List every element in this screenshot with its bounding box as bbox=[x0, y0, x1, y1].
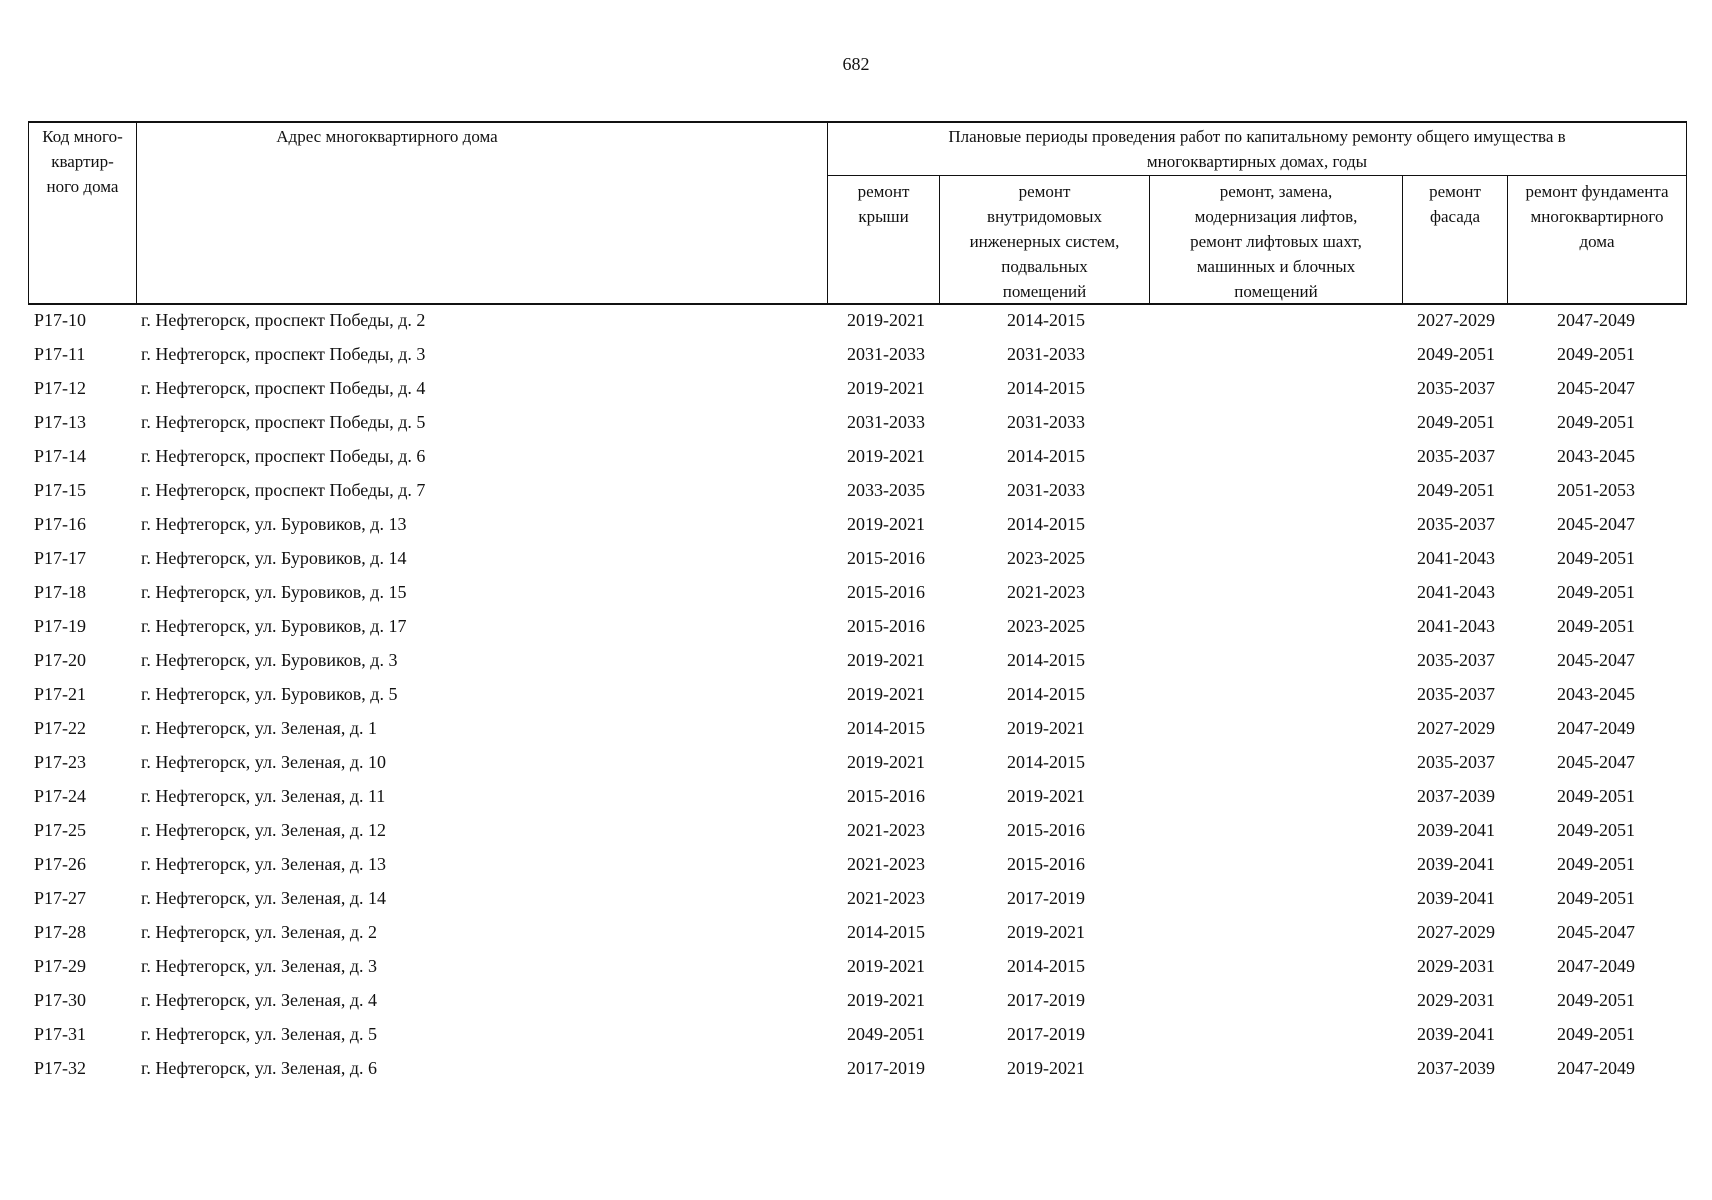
cell-code: P17-29 bbox=[34, 956, 87, 976]
cell-address: г. Нефтегорск, ул. Зеленая, д. 5 bbox=[141, 1024, 377, 1044]
cell-engineering: 2015-2016 bbox=[1007, 820, 1085, 840]
cell-foundation: 2045-2047 bbox=[1557, 650, 1635, 670]
cell-code: P17-24 bbox=[34, 786, 87, 806]
cell-facade: 2049-2051 bbox=[1417, 412, 1495, 432]
cell-roof: 2021-2023 bbox=[847, 854, 925, 874]
cell-facade: 2037-2039 bbox=[1417, 1058, 1495, 1078]
cell-foundation: 2047-2049 bbox=[1557, 956, 1635, 976]
cell-address: г. Нефтегорск, ул. Буровиков, д. 3 bbox=[141, 650, 398, 670]
cell-engineering: 2014-2015 bbox=[1007, 684, 1085, 704]
cell-facade: 2035-2037 bbox=[1417, 446, 1495, 466]
table-row bbox=[0, 407, 1712, 441]
cell-foundation: 2043-2045 bbox=[1557, 446, 1635, 466]
cell-roof: 2049-2051 bbox=[847, 1024, 925, 1044]
cell-engineering: 2017-2019 bbox=[1007, 1024, 1085, 1044]
cell-facade: 2035-2037 bbox=[1417, 378, 1495, 398]
cell-facade: 2039-2041 bbox=[1417, 854, 1495, 874]
cell-code: P17-17 bbox=[34, 548, 87, 568]
cell-roof: 2019-2021 bbox=[847, 378, 925, 398]
cell-roof: 2017-2019 bbox=[847, 1058, 925, 1078]
table-row bbox=[0, 475, 1712, 509]
cell-code: P17-16 bbox=[34, 514, 87, 534]
cell-engineering: 2031-2033 bbox=[1007, 412, 1085, 432]
cell-address: г. Нефтегорск, ул. Зеленая, д. 13 bbox=[141, 854, 386, 874]
cell-address: г. Нефтегорск, ул. Буровиков, д. 5 bbox=[141, 684, 398, 704]
header-foundation: ремонт фундамента многоквартирного дома bbox=[1525, 182, 1669, 251]
cell-code: P17-18 bbox=[34, 582, 87, 602]
cell-code: P17-10 bbox=[34, 310, 87, 330]
cell-roof: 2019-2021 bbox=[847, 514, 925, 534]
cell-code: P17-25 bbox=[34, 820, 87, 840]
cell-engineering: 2019-2021 bbox=[1007, 1058, 1085, 1078]
table-row bbox=[0, 985, 1712, 1019]
cell-engineering: 2014-2015 bbox=[1007, 378, 1085, 398]
cell-address: г. Нефтегорск, ул. Зеленая, д. 4 bbox=[141, 990, 377, 1010]
table-row bbox=[0, 305, 1712, 339]
table-row bbox=[0, 747, 1712, 781]
header-border-right bbox=[1686, 121, 1687, 305]
cell-address: г. Нефтегорск, ул. Буровиков, д. 17 bbox=[141, 616, 407, 636]
cell-facade: 2035-2037 bbox=[1417, 684, 1495, 704]
cell-engineering: 2019-2021 bbox=[1007, 786, 1085, 806]
page-number: 682 bbox=[842, 54, 870, 74]
header-roof: ремонт крыши bbox=[857, 182, 910, 226]
cell-foundation: 2049-2051 bbox=[1557, 616, 1635, 636]
cell-code: P17-32 bbox=[34, 1058, 87, 1078]
cell-roof: 2015-2016 bbox=[847, 616, 925, 636]
cell-address: г. Нефтегорск, ул. Буровиков, д. 14 bbox=[141, 548, 407, 568]
cell-foundation: 2049-2051 bbox=[1557, 990, 1635, 1010]
cell-code: P17-30 bbox=[34, 990, 87, 1010]
table-row bbox=[0, 815, 1712, 849]
cell-roof: 2019-2021 bbox=[847, 752, 925, 772]
cell-code: P17-12 bbox=[34, 378, 87, 398]
table-row bbox=[0, 611, 1712, 645]
cell-address: г. Нефтегорск, проспект Победы, д. 7 bbox=[141, 480, 426, 500]
cell-code: P17-11 bbox=[34, 344, 86, 364]
cell-facade: 2027-2029 bbox=[1417, 718, 1495, 738]
cell-foundation: 2045-2047 bbox=[1557, 378, 1635, 398]
cell-address: г. Нефтегорск, ул. Буровиков, д. 15 bbox=[141, 582, 407, 602]
table-row bbox=[0, 849, 1712, 883]
table-row bbox=[0, 679, 1712, 713]
cell-foundation: 2047-2049 bbox=[1557, 718, 1635, 738]
cell-address: г. Нефтегорск, проспект Победы, д. 2 bbox=[141, 310, 426, 330]
cell-engineering: 2014-2015 bbox=[1007, 446, 1085, 466]
cell-engineering: 2019-2021 bbox=[1007, 922, 1085, 942]
table-row bbox=[0, 543, 1712, 577]
cell-roof: 2019-2021 bbox=[847, 990, 925, 1010]
cell-code: P17-23 bbox=[34, 752, 87, 772]
cell-facade: 2039-2041 bbox=[1417, 1024, 1495, 1044]
cell-facade: 2039-2041 bbox=[1417, 820, 1495, 840]
cell-facade: 2035-2037 bbox=[1417, 752, 1495, 772]
cell-code: P17-31 bbox=[34, 1024, 87, 1044]
cell-roof: 2019-2021 bbox=[847, 684, 925, 704]
cell-address: г. Нефтегорск, ул. Зеленая, д. 10 bbox=[141, 752, 386, 772]
header-facade: ремонт фасада bbox=[1429, 182, 1481, 226]
cell-facade: 2049-2051 bbox=[1417, 480, 1495, 500]
cell-code: P17-21 bbox=[34, 684, 87, 704]
cell-roof: 2015-2016 bbox=[847, 582, 925, 602]
table-row bbox=[0, 1019, 1712, 1053]
cell-foundation: 2049-2051 bbox=[1557, 854, 1635, 874]
cell-address: г. Нефтегорск, ул. Зеленая, д. 12 bbox=[141, 820, 386, 840]
cell-facade: 2049-2051 bbox=[1417, 344, 1495, 364]
cell-foundation: 2047-2049 bbox=[1557, 1058, 1635, 1078]
cell-code: P17-22 bbox=[34, 718, 87, 738]
cell-roof: 2015-2016 bbox=[847, 548, 925, 568]
cell-code: P17-20 bbox=[34, 650, 87, 670]
cell-address: г. Нефтегорск, ул. Зеленая, д. 2 bbox=[141, 922, 377, 942]
table-row bbox=[0, 1053, 1712, 1087]
cell-roof: 2021-2023 bbox=[847, 888, 925, 908]
cell-foundation: 2049-2051 bbox=[1557, 412, 1635, 432]
cell-roof: 2015-2016 bbox=[847, 786, 925, 806]
cell-foundation: 2051-2053 bbox=[1557, 480, 1635, 500]
table-row bbox=[0, 441, 1712, 475]
cell-address: г. Нефтегорск, проспект Победы, д. 5 bbox=[141, 412, 426, 432]
cell-roof: 2031-2033 bbox=[847, 344, 925, 364]
cell-engineering: 2031-2033 bbox=[1007, 344, 1085, 364]
cell-roof: 2014-2015 bbox=[847, 718, 925, 738]
header-code: Код много- квартир- ного дома bbox=[42, 127, 123, 196]
cell-foundation: 2049-2051 bbox=[1557, 888, 1635, 908]
cell-engineering: 2014-2015 bbox=[1007, 514, 1085, 534]
table-row bbox=[0, 951, 1712, 985]
table-row bbox=[0, 509, 1712, 543]
cell-code: P17-13 bbox=[34, 412, 87, 432]
cell-roof: 2021-2023 bbox=[847, 820, 925, 840]
cell-address: г. Нефтегорск, ул. Зеленая, д. 3 bbox=[141, 956, 377, 976]
cell-code: P17-14 bbox=[34, 446, 87, 466]
cell-facade: 2041-2043 bbox=[1417, 616, 1495, 636]
cell-foundation: 2045-2047 bbox=[1557, 752, 1635, 772]
cell-code: P17-27 bbox=[34, 888, 87, 908]
cell-facade: 2029-2031 bbox=[1417, 956, 1495, 976]
cell-roof: 2019-2021 bbox=[847, 446, 925, 466]
header-periods: Плановые периоды проведения работ по капитальному ремонту общего имущества в многоквартирных домах, годы bbox=[948, 127, 1566, 171]
cell-facade: 2027-2029 bbox=[1417, 922, 1495, 942]
table-row bbox=[0, 645, 1712, 679]
cell-foundation: 2049-2051 bbox=[1557, 786, 1635, 806]
cell-engineering: 2017-2019 bbox=[1007, 990, 1085, 1010]
cell-engineering: 2014-2015 bbox=[1007, 650, 1085, 670]
cell-engineering: 2023-2025 bbox=[1007, 548, 1085, 568]
cell-engineering: 2019-2021 bbox=[1007, 718, 1085, 738]
cell-engineering: 2015-2016 bbox=[1007, 854, 1085, 874]
cell-address: г. Нефтегорск, ул. Зеленая, д. 6 bbox=[141, 1058, 377, 1078]
cell-code: P17-15 bbox=[34, 480, 87, 500]
cell-roof: 2031-2033 bbox=[847, 412, 925, 432]
cell-facade: 2035-2037 bbox=[1417, 650, 1495, 670]
cell-address: г. Нефтегорск, ул. Буровиков, д. 13 bbox=[141, 514, 407, 534]
cell-foundation: 2045-2047 bbox=[1557, 922, 1635, 942]
header-engineering: ремонт внутридомовых инженерных систем, подвальных помещений bbox=[969, 182, 1120, 301]
cell-code: P17-28 bbox=[34, 922, 87, 942]
cell-facade: 2039-2041 bbox=[1417, 888, 1495, 908]
cell-engineering: 2014-2015 bbox=[1007, 752, 1085, 772]
header-address: Адрес многоквартирного дома bbox=[276, 127, 498, 146]
cell-facade: 2041-2043 bbox=[1417, 582, 1495, 602]
table-body bbox=[0, 305, 1712, 1087]
cell-engineering: 2014-2015 bbox=[1007, 310, 1085, 330]
cell-facade: 2029-2031 bbox=[1417, 990, 1495, 1010]
table-row bbox=[0, 373, 1712, 407]
cell-engineering: 2021-2023 bbox=[1007, 582, 1085, 602]
cell-engineering: 2014-2015 bbox=[1007, 956, 1085, 976]
cell-engineering: 2031-2033 bbox=[1007, 480, 1085, 500]
cell-code: P17-19 bbox=[34, 616, 87, 636]
cell-roof: 2033-2035 bbox=[847, 480, 925, 500]
cell-foundation: 2049-2051 bbox=[1557, 582, 1635, 602]
cell-code: P17-26 bbox=[34, 854, 87, 874]
cell-address: г. Нефтегорск, проспект Победы, д. 3 bbox=[141, 344, 426, 364]
cell-facade: 2041-2043 bbox=[1417, 548, 1495, 568]
cell-foundation: 2049-2051 bbox=[1557, 548, 1635, 568]
cell-foundation: 2047-2049 bbox=[1557, 310, 1635, 330]
table-row bbox=[0, 883, 1712, 917]
cell-roof: 2019-2021 bbox=[847, 650, 925, 670]
cell-roof: 2014-2015 bbox=[847, 922, 925, 942]
table-row bbox=[0, 917, 1712, 951]
cell-facade: 2037-2039 bbox=[1417, 786, 1495, 806]
cell-facade: 2027-2029 bbox=[1417, 310, 1495, 330]
cell-engineering: 2023-2025 bbox=[1007, 616, 1085, 636]
table-header bbox=[28, 121, 1687, 305]
cell-foundation: 2049-2051 bbox=[1557, 344, 1635, 364]
cell-foundation: 2043-2045 bbox=[1557, 684, 1635, 704]
cell-address: г. Нефтегорск, ул. Зеленая, д. 11 bbox=[141, 786, 386, 806]
cell-roof: 2019-2021 bbox=[847, 310, 925, 330]
table-row bbox=[0, 713, 1712, 747]
cell-facade: 2035-2037 bbox=[1417, 514, 1495, 534]
cell-engineering: 2017-2019 bbox=[1007, 888, 1085, 908]
table-row bbox=[0, 781, 1712, 815]
table-row bbox=[0, 339, 1712, 373]
cell-address: г. Нефтегорск, ул. Зеленая, д. 14 bbox=[141, 888, 386, 908]
cell-address: г. Нефтегорск, проспект Победы, д. 4 bbox=[141, 378, 426, 398]
header-elevators: ремонт, замена, модернизация лифтов, ремонт лифтовых шахт, машинных и блочных помещений bbox=[1190, 182, 1362, 301]
cell-foundation: 2049-2051 bbox=[1557, 820, 1635, 840]
cell-address: г. Нефтегорск, проспект Победы, д. 6 bbox=[141, 446, 426, 466]
cell-foundation: 2049-2051 bbox=[1557, 1024, 1635, 1044]
cell-foundation: 2045-2047 bbox=[1557, 514, 1635, 534]
cell-roof: 2019-2021 bbox=[847, 956, 925, 976]
cell-address: г. Нефтегорск, ул. Зеленая, д. 1 bbox=[141, 718, 377, 738]
table-row bbox=[0, 577, 1712, 611]
